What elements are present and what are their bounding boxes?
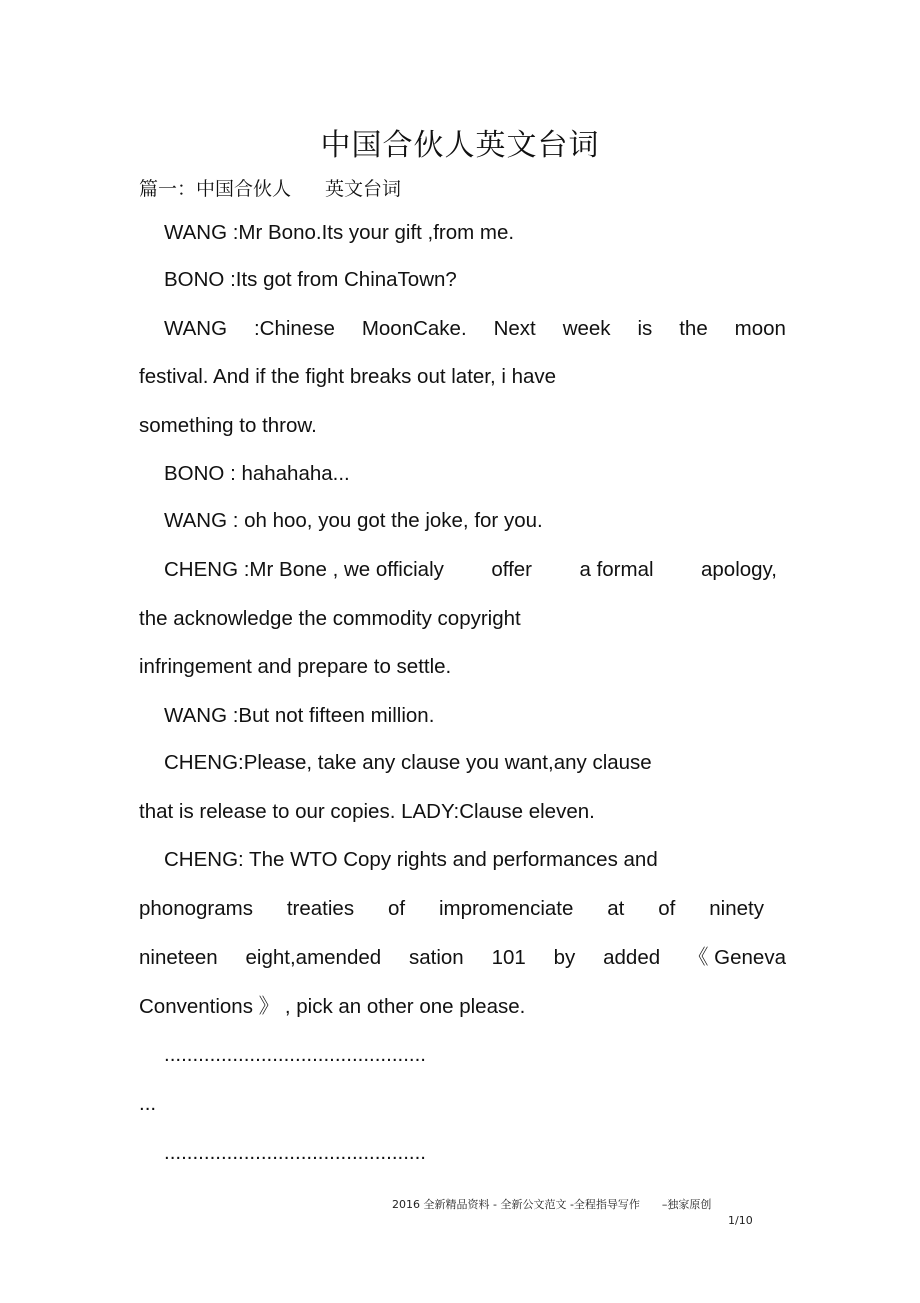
dialogue-line: the acknowledge the commodity copyright — [139, 607, 521, 630]
section-heading — [139, 174, 401, 201]
word: by — [553, 946, 576, 969]
word: of — [387, 897, 406, 920]
word: at — [607, 897, 625, 920]
word: moon — [734, 317, 786, 340]
word: Next — [493, 317, 536, 340]
word: sation — [409, 946, 464, 969]
word: treaties — [286, 897, 355, 920]
word: nineteen — [139, 946, 218, 969]
dialogue-line-justified — [164, 316, 786, 342]
word: week — [562, 317, 611, 340]
dialogue-line: Conventions 》 , pick an other one please. — [139, 995, 526, 1018]
word: a formal — [579, 558, 654, 581]
word: apology, — [701, 558, 777, 581]
dialogue-line: WANG :But not fifteen million. — [164, 704, 435, 727]
word: impromenciate — [438, 897, 574, 920]
page-footer — [392, 1196, 711, 1212]
word: is — [637, 317, 653, 340]
document-title: 中国合伙人英文台词 — [320, 128, 600, 163]
dialogue-line: something to throw. — [139, 414, 317, 437]
justified-row — [139, 896, 764, 922]
dialogue-line: BONO : hahahaha... — [164, 462, 350, 485]
footer-tag: –独家原创 — [661, 1198, 712, 1211]
ellipsis-line: ... — [139, 1092, 157, 1115]
ellipsis-line: .............................................. — [164, 1043, 426, 1066]
dialogue-line: WANG : oh hoo, you got the joke, for you. — [164, 509, 543, 532]
dialogue-line: BONO :Its got from ChinaTown? — [164, 268, 457, 291]
dialogue-line-justified — [139, 896, 764, 922]
word: :Chinese — [253, 317, 335, 340]
dialogue-line: CHENG:Please, take any clause you want,any clause — [164, 751, 652, 774]
section-subtitle: 英文台词 — [325, 178, 402, 200]
dialogue-line: CHENG: The WTO Copy rights and performances and — [164, 848, 658, 871]
word: CHENG :Mr Bone , we officialy — [164, 558, 444, 581]
dialogue-line: festival. And if the fight breaks out later, i have — [139, 365, 557, 388]
word: MoonCake. — [361, 317, 467, 340]
ellipsis-line: .............................................. — [164, 1141, 426, 1164]
dialogue-line: that is release to our copies. LADY:Clause eleven. — [139, 800, 595, 823]
justified-row — [164, 557, 777, 583]
section-label: 篇一：中国合伙人 — [139, 178, 292, 200]
dialogue-line: infringement and prepare to settle. — [139, 655, 452, 678]
dialogue-line-justified — [139, 945, 786, 971]
word: ninety — [709, 897, 764, 920]
word: WANG — [164, 317, 228, 340]
word: 101 — [491, 946, 526, 969]
word: offer — [491, 558, 532, 581]
word: eight,amended — [245, 946, 382, 969]
word: 《 Geneva — [687, 946, 786, 969]
dialogue-line: WANG :Mr Bono.Its your gift ,from me. — [164, 221, 515, 244]
word: the — [679, 317, 708, 340]
word: phonograms — [139, 897, 253, 920]
footer-text: 2016 全新精品资料 - 全新公文范文 -全程指导写作 — [392, 1198, 640, 1211]
word: added — [603, 946, 661, 969]
dialogue-line-justified — [164, 557, 777, 583]
word: of — [658, 897, 676, 920]
page-number: 1/10 — [728, 1214, 753, 1227]
